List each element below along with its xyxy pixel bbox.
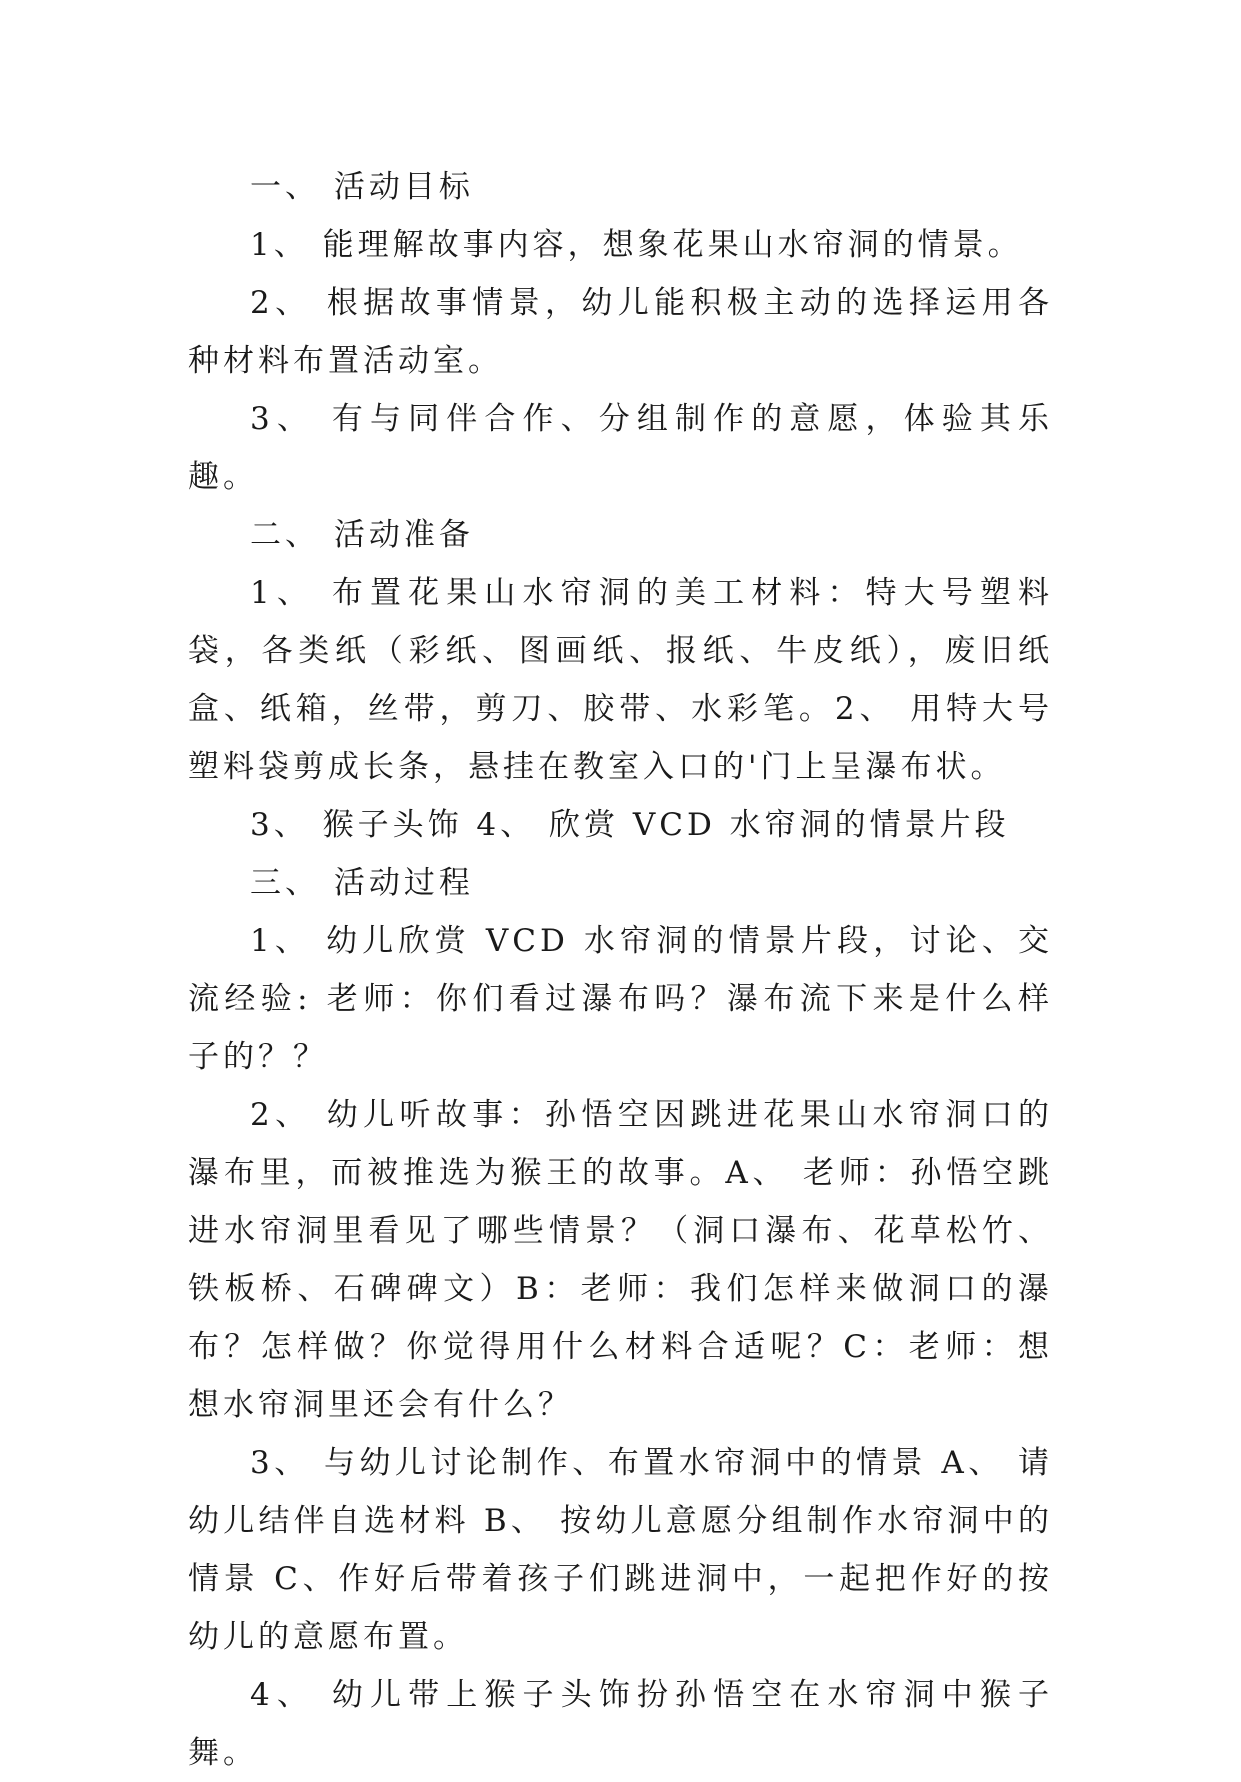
preparation-item-3-4: 3、 猴子头饰 4、 欣赏 VCD 水帘洞的情景片段	[250, 807, 1010, 843]
process-item-4: 4、 幼儿带上猴子头饰扮孙悟空在水帘洞中猴子舞。	[188, 1677, 1053, 1771]
section-heading-preparation: 二、 活动准备	[250, 517, 474, 553]
process-item-1: 1、 幼儿欣赏 VCD 水帘洞的情景片段，讨论、交流经验: 老师：你们看过瀑布吗？瀑布流下来是什么样子的？？	[188, 923, 1053, 1075]
process-item-2: 2、 幼儿听故事：孙悟空因跳进花果山水帘洞口的瀑布里，而被推选为猴王的故事。A、 老师：孙悟空跳进水帘洞里看见了哪些情景？（洞口瀑布、花草松竹、铁板桥、石碑碑文）B：老师：我们怎样来做洞口的瀑布？怎样做？你觉得用什么材料合适呢？C：老师：想想水帘洞里还会有什么？	[188, 1097, 1053, 1423]
document-body	[188, 158, 1053, 1782]
section-heading-process: 三、 活动过程	[250, 865, 474, 901]
goal-item-2: 2、 根据故事情景，幼儿能积极主动的选择运用各种材料布置活动室。	[188, 285, 1053, 379]
process-item-3: 3、 与幼儿讨论制作、布置水帘洞中的情景 A、 请幼儿结伴自选材料 B、 按幼儿意愿分组制作水帘洞中的情景 C、作好后带着孩子们跳进洞中，一起把作好的按幼儿的意愿布置。	[188, 1445, 1053, 1655]
goal-item-3: 3、 有与同伴合作、分组制作的意愿，体验其乐趣。	[188, 401, 1053, 495]
section-heading-goals: 一、 活动目标	[250, 169, 474, 205]
preparation-item-1-2: 1、 布置花果山水帘洞的美工材料：特大号塑料袋，各类纸（彩纸、图画纸、报纸、牛皮纸），废旧纸盒、纸箱，丝带，剪刀、胶带、水彩笔。2、 用特大号塑料袋剪成长条，悬挂在教室入口的'门上呈瀑布状。	[188, 575, 1053, 785]
goal-item-1: 1、 能理解故事内容，想象花果山水帘洞的情景。	[250, 227, 1023, 263]
